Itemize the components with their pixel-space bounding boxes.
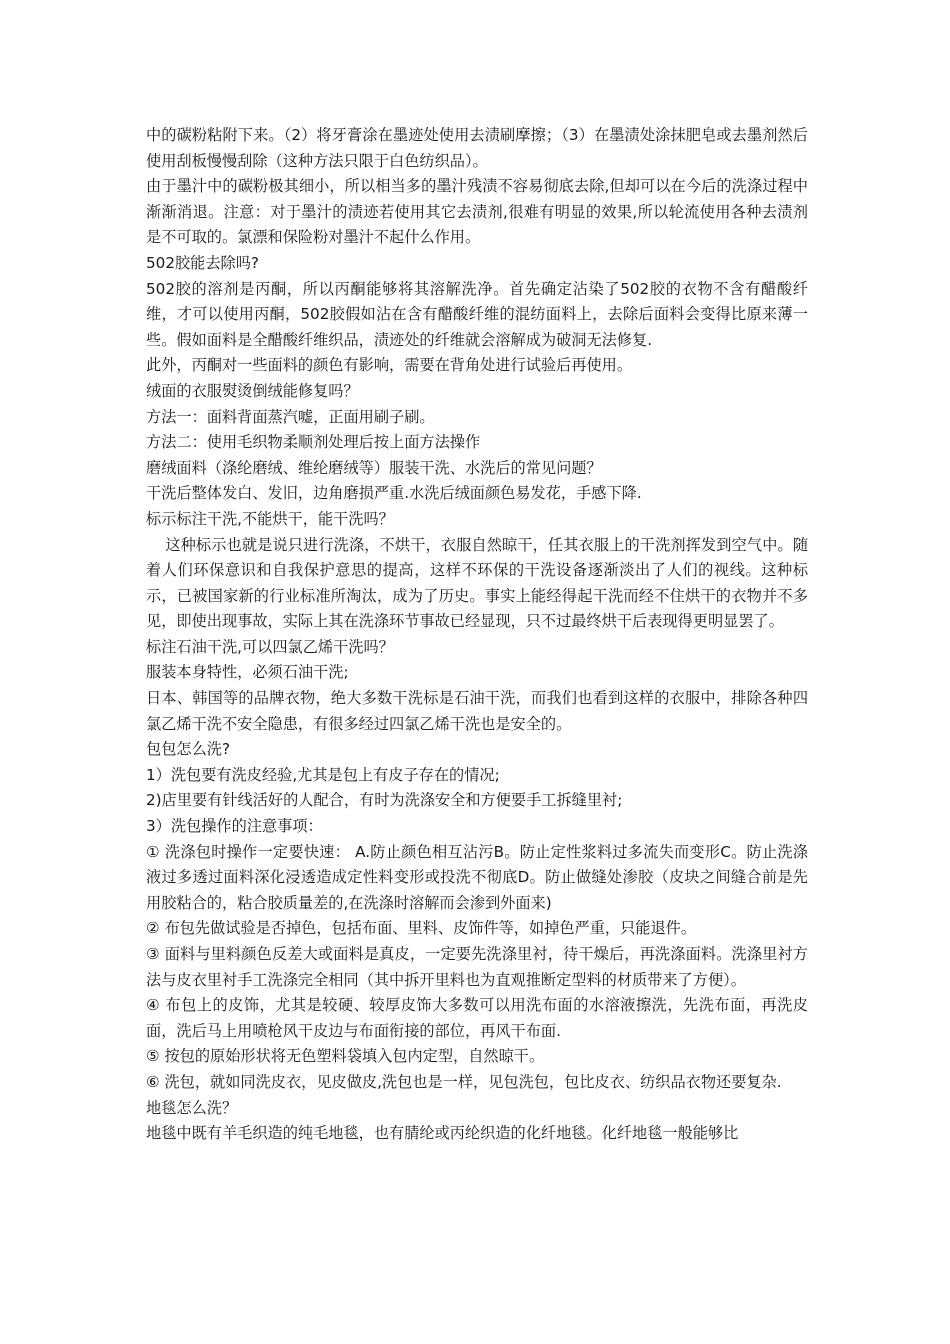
list-item: ⑤ 按包的原始形状将无色塑料袋填入包内定型，自然晾干。 (146, 1047, 545, 1066)
section-heading: 包包怎么洗? (146, 740, 230, 759)
paragraph: 由于墨汁中的碳粉极其细小，所以相当多的墨汁残渍不容易彻底去除,但却可以在今后的洗涤过程中渐渐消退。注意：对于墨汁的渍迹若使用其它去渍剂,很难有明显的效果,所以轮流使用各种去渍剂是不可取的。氯漂和保险粉对墨汁不起什么作用。 (146, 177, 808, 247)
section-heading: 标注石油干洗,可以四氯乙烯干洗吗？ (146, 637, 394, 656)
section-heading: 绒面的衣服熨烫倒绒能修复吗？ (146, 381, 359, 400)
section-heading: 地毯怎么洗？ (146, 1098, 238, 1117)
paragraph: 这种标示也就是说只进行洗涤，不烘干，衣服自然晾干，任其衣服上的干洗剂挥发到空气中。随着人们环保意识和自我保护意思的提高，这样不环保的干洗设备逐渐淡出了人们的视线。这种标示，已被国家新的行业标准所淘汰，成为了历史。事实上能经得起干洗而经不住烘干的衣物并不多见，即使出现事故，实际上其在洗涤环节事故已经显现，只不过最终烘干后表现得更明显罢了。 (146, 535, 808, 631)
list-item: 2)店里要有针线活好的人配合，有时为洗涤安全和方便要手工拆缝里衬; (146, 791, 623, 810)
section-heading: 标示标注干洗,不能烘干，能干洗吗？ (146, 509, 394, 528)
paragraph: 此外，丙酮对一些面料的颜色有影响，需要在背角处进行试验后再使用。 (146, 356, 632, 375)
paragraph: 服装本身特性，必须石油干洗; (146, 663, 349, 682)
paragraph: 方法一：面料背面蒸汽嘘，正面用刷子刷。 (146, 407, 435, 426)
list-item: ② 布包先做试验是否掉色，包括布面、里料、皮饰件等，如掉色严重，只能退件。 (146, 919, 697, 938)
section-heading: 502胶能去除吗? (146, 253, 259, 272)
paragraph: 日本、韩国等的品牌衣物，绝大多数干洗标是石油干洗，而我们也看到这样的衣服中，排除各种四氯乙烯干洗不安全隐患，有很多经过四氯乙烯干洗也是安全的。 (146, 689, 808, 733)
document-body (146, 123, 808, 1147)
list-item: 3）洗包操作的注意事项： (146, 817, 323, 836)
list-item: ④ 布包上的皮饰，尤其是较硬、较厚皮饰大多数可以用洗布面的水溶液擦洗，先洗布面，再洗皮面，洗后马上用喷枪风干皮边与布面衔接的部位，再风干布面. (146, 996, 808, 1040)
list-item: ⑥ 洗包，就如同洗皮衣，见皮做皮,洗包也是一样，见包洗包，包比皮衣、纺织品衣物还要复杂. (146, 1072, 782, 1091)
paragraph: 502胶的溶剂是丙酮，所以丙酮能够将其溶解洗净。首先确定沾染了502胶的衣物不含有醋酸纤维，才可以使用丙酮，502胶假如沾在含有醋酸纤维的混纺面料上，去除后面料会变得比原来薄一些。假如面料是全醋酸纤维织品，渍迹处的纤维就会溶解成为破洞无法修复. (146, 279, 808, 349)
section-heading: 磨绒面料（涤纶磨绒、维纶磨绒等）服装干洗、水洗后的常见问题？ (146, 458, 602, 477)
paragraph: 方法二：使用毛织物柔顺剂处理后按上面方法操作 (146, 433, 481, 452)
paragraph: 干洗后整体发白、发旧，边角磨损严重.水洗后绒面颜色易发花，手感下降. (146, 484, 642, 503)
paragraph: 地毯中既有羊毛织造的纯毛地毯，也有腈纶或丙纶织造的化纤地毯。化纤地毯一般能够比 (146, 1124, 739, 1143)
list-item: ① 洗涤包时操作一定要快速： A.防止颜色相互沾污B。防止定性浆料过多流失而变形C。防止洗涤液过多透过面料深化浸透造成定性料变形或投洗不彻底D。防止做缝处渗胶（皮块之间缝合前是先用胶粘合的，粘合胶质量差的,在洗涤时溶解而会渗到外面来) (146, 842, 808, 912)
paragraph: 中的碳粉粘附下来。（2）将牙膏涂在墨迹处使用去渍刷摩擦；（3）在墨渍处涂抹肥皂或去墨剂然后使用刮板慢慢刮除（这种方法只限于白色纺织品）。 (146, 126, 808, 170)
list-item: ③ 面料与里料颜色反差大或面料是真皮，一定要先洗涤里衬，待干燥后，再洗涤面料。洗涤里衬方法与皮衣里衬手工洗涤完全相同（其中拆开里料也为直观推断定型料的材质带来了方便）。 (146, 945, 808, 989)
list-item: 1）洗包要有洗皮经验,尤其是包上有皮子存在的情况; (146, 765, 500, 784)
